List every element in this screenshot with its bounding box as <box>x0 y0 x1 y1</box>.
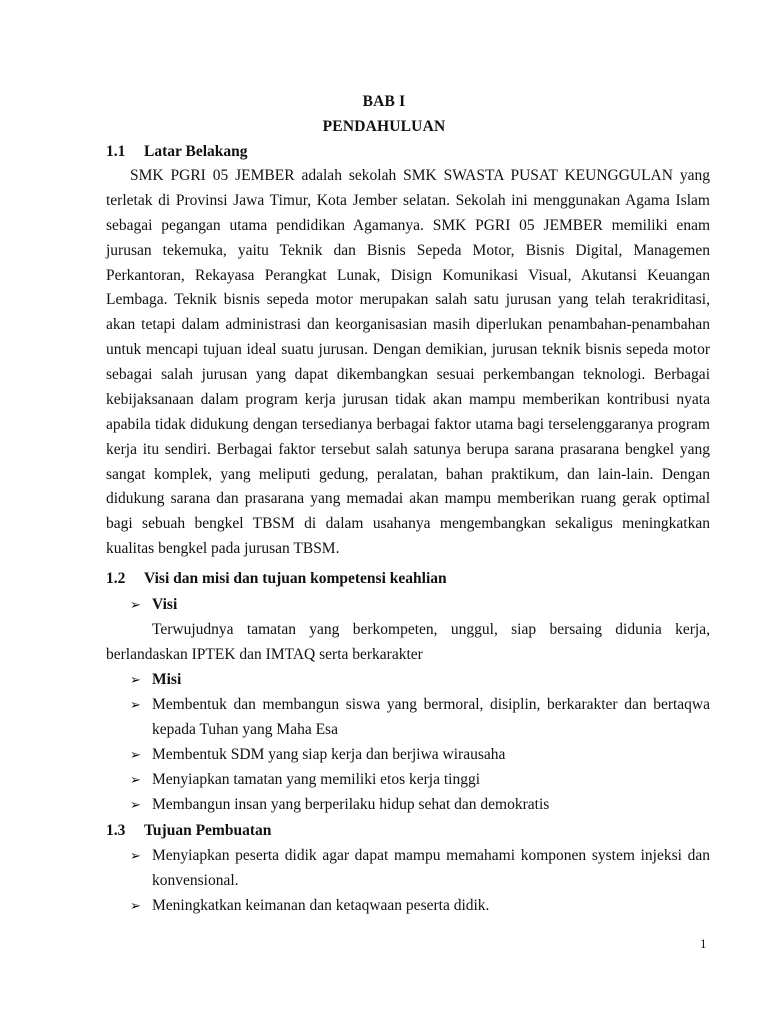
arrow-bullet-icon: ➢ <box>130 772 141 787</box>
misi-item <box>130 692 710 742</box>
arrow-bullet-icon: ➢ <box>130 597 141 612</box>
arrow-bullet-icon: ➢ <box>130 898 141 913</box>
misi-item-text: Menyiapkan tamatan yang memiliki etos kerja tinggi <box>152 771 480 788</box>
section-title: Tujuan Pembuatan <box>144 822 272 839</box>
arrow-bullet-icon: ➢ <box>130 697 141 712</box>
misi-item <box>130 792 710 817</box>
latar-belakang-paragraph: SMK PGRI 05 JEMBER adalah sekolah SMK SWASTA PUSAT KEUNGGULAN yang terletak di Provinsi Jawa Timur, Kota Jember selatan. Sekolah ini menggunakan Agama Islam sebagai pegangan utama pendidikan Agamanya. SMK PGRI 05 JEMBER memiliki enam jurusan tekemuka, yaitu Teknik dan Bisnis Sepeda Motor, Bisnis Digital, Managemen Perkantoran, Rekayasa Perangkat Lunak, Disign Komunikasi Visual, Akutansi Keuangan Lembaga. Teknik bisnis sepeda motor merupakan salah satu jurusan yang telah terakriditasi, akan tetapi dalam administrasi dan keorganisasian masih diperlukan penambahan-penambahan untuk mencapi tujuan ideal suatu jurusan. Dengan demikian, jurusan teknik bisnis sepeda motor sebagai salah jurusan yang dapat dikembangkan sesuai perkembangan teknologi. Berbagai kebijaksanaan dalam program kerja jurusan tidak akan mampu memberikan kontribusi nyata apabila tidak didukung dengan tersedianya berbagai faktor utama bagi terselenggaranya program kerja itu sendiri. Berbagai faktor tersebut salah satunya berupa sarana prasarana bengkel yang sangat komplek, yang meliputi gedung, peralatan, bahan praktikum, dan lain-lain. Dengan didukung sarana dan prasarana yang memadai akan mampu memberikan ruang gerak optimal bagi sebuah bengkel TBSM di dalam usahanya mengembangkan sekaligus meningkatkan kualitas bengkel pada jurusan TBSM. <box>106 167 710 558</box>
misi-item-text: Membentuk SDM yang siap kerja dan berjiwa wirausaha <box>152 746 506 763</box>
misi-item-text: Membangun insan yang berperilaku hidup sehat dan demokratis <box>152 796 550 813</box>
section-number: 1.2 <box>106 570 126 587</box>
section-title: Visi dan misi dan tujuan kompetensi keahlian <box>144 570 447 587</box>
arrow-bullet-icon: ➢ <box>130 797 141 812</box>
tujuan-item <box>130 843 710 893</box>
misi-item <box>130 767 710 792</box>
section-title: Latar Belakang <box>144 143 248 160</box>
visi-heading <box>130 592 710 617</box>
misi-heading <box>130 667 710 692</box>
chapter-subtitle: PENDAHULUAN <box>322 118 446 135</box>
section-heading-tujuan <box>106 822 271 840</box>
section-number: 1.1 <box>106 143 126 160</box>
tujuan-item <box>130 893 710 918</box>
arrow-bullet-icon: ➢ <box>130 848 141 863</box>
tujuan-item-text: Menyiapkan peserta didik agar dapat mampu memahami komponen system injeksi dan konvensional. <box>152 847 710 889</box>
visi-text: Terwujudnya tamatan yang berkompeten, unggul, siap bersaing didunia kerja, berlandaskan IPTEK dan IMTAQ serta berkarakter <box>106 621 710 663</box>
visi-label: Visi <box>152 596 178 613</box>
section-heading-latar-belakang <box>106 143 248 161</box>
misi-item <box>130 742 710 767</box>
misi-item-text: Membentuk dan membangun siswa yang bermoral, disiplin, berkarakter dan bertaqwa kepada Tuhan yang Maha Esa <box>152 696 710 738</box>
section-heading-visi-misi <box>106 570 447 588</box>
misi-label: Misi <box>152 671 182 688</box>
tujuan-item-text: Meningkatkan keimanan dan ketaqwaan peserta didik. <box>152 897 490 914</box>
page-number: 1 <box>700 936 707 951</box>
chapter-title: BAB I <box>362 93 406 110</box>
arrow-bullet-icon: ➢ <box>130 747 141 762</box>
section-number: 1.3 <box>106 822 126 839</box>
arrow-bullet-icon: ➢ <box>130 672 141 687</box>
